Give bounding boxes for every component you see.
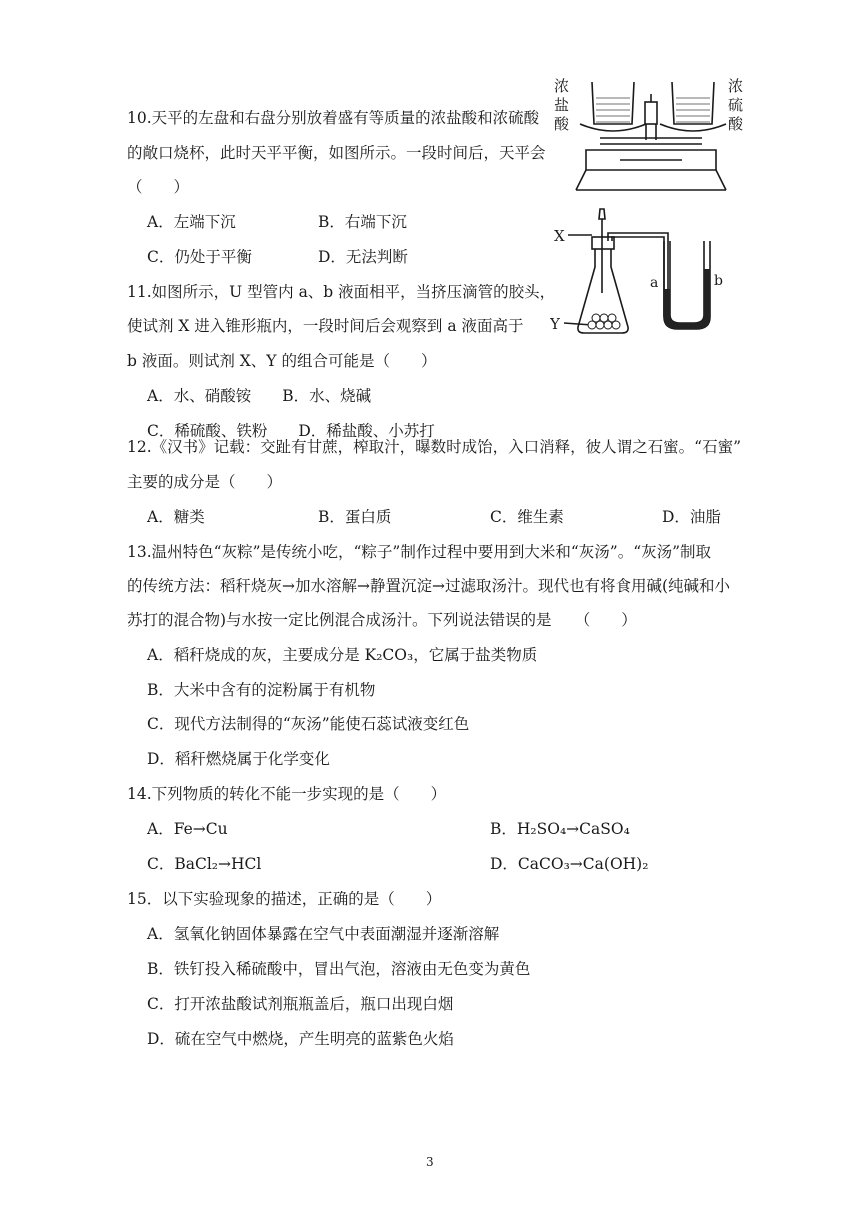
q10-option-b: B．右端下沉 [318,213,407,231]
q14-line1: 14.下列物质的转化不能一步实现的是（ ） [127,785,447,803]
utube-label-b: b [714,273,723,289]
flask-label-y: Y [550,315,560,333]
q15-option-b: B．铁钉投入稀硫酸中，冒出气泡，溶液由无色变为黄色 [147,960,531,978]
q13-option-b: B．大米中含有的淀粉属于有机物 [147,681,376,699]
q15-option-c: C．打开浓盐酸试剂瓶瓶盖后，瓶口出现白烟 [147,995,454,1013]
q10-line2: 的敞口烧杯，此时天平平衡，如图所示。一段时间后，天平会 [127,144,546,162]
q10-option-c: C．仍处于平衡 [147,248,252,266]
utube-label-a: a [650,275,659,291]
q13-option-a: A．稻秆烧成的灰，主要成分是 K₂CO₃，它属于盐类物质 [147,646,538,664]
q14-option-a: A．Fe→Cu [147,820,228,838]
balance-right-label-3: 酸 [728,115,744,133]
q13-option-d: D．稻秆燃烧属于化学变化 [147,750,330,768]
q15-option-a: A．氢氧化钠固体暴露在空气中表面潮湿并逐渐溶解 [147,925,500,943]
q13-line3: 苏打的混合物)与水按一定比例混合成汤汁。下列说法错误的是 （ ） [127,611,637,629]
q12-option-c: C．维生素 [490,508,564,526]
q10-answer-blank: （ ） [127,178,190,196]
q12-option-a: A．糖类 [147,508,205,526]
q12-option-b: B．蛋白质 [318,508,392,526]
flask-label-x: X [554,227,565,245]
q10-option-a: A．左端下沉 [147,213,236,231]
q13-option-c: C．现代方法制得的“灰汤”能使石蕊试液变红色 [147,715,470,733]
page-number: 3 [426,1155,434,1169]
q11-line3: b 液面。则试剂 X、Y 的组合可能是（ ） [127,352,437,370]
balance-figure [550,72,750,197]
q14-option-b: B．H₂SO₄→CaSO₄ [490,820,630,838]
q14-option-d: D．CaCO₃→Ca(OH)₂ [490,855,649,873]
q15-option-d: D．硫在空气中燃烧，产生明亮的蓝紫色火焰 [147,1030,454,1048]
balance-left-label-2: 盐 [554,96,570,114]
q13-line2: 的传统方法：稻秆烧灰→加水溶解→静置沉淀→过滤取汤汁。现代也有将食用碱(纯碱和小 [127,577,731,595]
balance-right-label-1: 浓 [728,77,744,95]
q13-line1: 13.温州特色“灰粽”是传统小吃，“粽子”制作过程中要用到大米和“灰汤”。“灰汤”制取 [127,543,712,561]
q11-line1: 11.如图所示，U 型管内 a、b 液面相平，当挤压滴管的胶头， [127,283,556,301]
q12-line2: 主要的成分是（ ） [127,473,283,491]
flask-utube-figure [550,205,730,345]
q15-line1: 15．以下实验现象的描述，正确的是（ ） [127,890,442,908]
q11-line2: 使试剂 X 进入锥形瓶内，一段时间后会观察到 a 液面高于 [127,317,524,335]
q11-options-cd: C．稀硫酸、铁粉 D．稀盐酸、小苏打 [147,422,435,440]
q12-option-d: D．油脂 [662,508,721,526]
q11-options-ab: A．水、硝酸铵 B．水、烧碱 [147,387,372,405]
balance-left-label-1: 浓 [554,77,570,95]
q14-option-c: C．BaCl₂→HCl [147,855,262,873]
q12-line1: 12.《汉书》记载：交趾有甘蔗，榨取汁，曝数时成饴，入口消释，彼人谓之石蜜。“石蜜” [127,438,742,456]
balance-right-label-2: 硫 [728,96,744,114]
q10-option-d: D．无法判断 [318,248,408,266]
q10-line1: 10.天平的左盘和右盘分别放着盛有等质量的浓盐酸和浓硫酸 [127,109,540,127]
balance-left-label-3: 酸 [554,115,570,133]
